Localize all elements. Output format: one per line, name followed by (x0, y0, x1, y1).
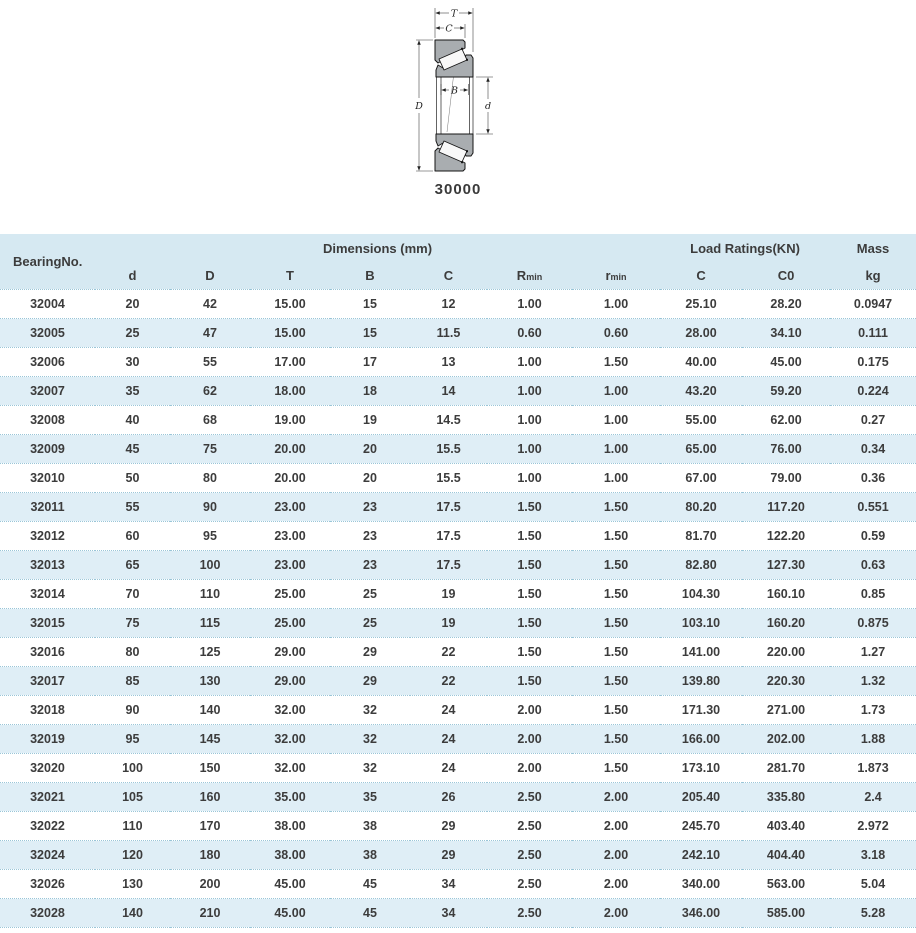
table-cell: 23 (330, 521, 410, 550)
table-row (0, 579, 916, 608)
dim-label-T: T (450, 8, 458, 20)
table-cell: 1.00 (487, 434, 572, 463)
table-cell: 55.00 (660, 405, 742, 434)
table-cell: 105 (95, 782, 170, 811)
table-cell: 45 (330, 869, 410, 898)
table-cell: 15.5 (410, 434, 487, 463)
table-cell: 1.00 (487, 463, 572, 492)
table-cell: 35 (95, 376, 170, 405)
table-cell: 23.00 (250, 521, 330, 550)
table-cell: 1.50 (487, 521, 572, 550)
table-cell: 35.00 (250, 782, 330, 811)
table-cell: 23 (330, 550, 410, 579)
table-cell: 24 (410, 724, 487, 753)
table-cell: 95 (170, 521, 250, 550)
table-cell: 1.00 (487, 347, 572, 376)
table-cell: 2.00 (572, 811, 660, 840)
table-cell: 117.20 (742, 492, 830, 521)
table-cell: 76.00 (742, 434, 830, 463)
table-cell: 24 (410, 695, 487, 724)
table-cell: 1.00 (487, 289, 572, 318)
table-cell: 45.00 (250, 898, 330, 927)
table-cell: 25 (330, 579, 410, 608)
bearing-no-cell: 32016 (0, 637, 95, 666)
table-cell: 2.50 (487, 840, 572, 869)
table-row (0, 405, 916, 434)
table-cell: 1.50 (487, 550, 572, 579)
column-header: C (410, 262, 487, 289)
table-cell: 1.50 (572, 753, 660, 782)
table-cell: 340.00 (660, 869, 742, 898)
table-cell: 403.40 (742, 811, 830, 840)
table-cell: 38.00 (250, 811, 330, 840)
table-cell: 38 (330, 840, 410, 869)
table-row (0, 869, 916, 898)
table-cell: 20 (95, 289, 170, 318)
table-cell: 70 (95, 579, 170, 608)
table-cell: 45.00 (250, 869, 330, 898)
table-cell: 120 (95, 840, 170, 869)
table-row (0, 521, 916, 550)
table-row (0, 840, 916, 869)
table-cell: 75 (170, 434, 250, 463)
table-cell: 2.00 (572, 782, 660, 811)
table-cell: 1.00 (572, 376, 660, 405)
dim-label-d: d (484, 101, 492, 112)
table-cell: 1.00 (572, 289, 660, 318)
table-cell: 65 (95, 550, 170, 579)
bearing-no-cell: 32017 (0, 666, 95, 695)
table-cell: 5.04 (830, 869, 916, 898)
table-cell: 100 (170, 550, 250, 579)
bearing-diagram-drawing (402, 4, 514, 178)
table-cell: 346.00 (660, 898, 742, 927)
table-cell: 32.00 (250, 753, 330, 782)
table-row (0, 492, 916, 521)
table-cell: 12 (410, 289, 487, 318)
table-cell: 29 (330, 666, 410, 695)
table-cell: 205.40 (660, 782, 742, 811)
table-cell: 139.80 (660, 666, 742, 695)
table-cell: 104.30 (660, 579, 742, 608)
table-cell: 2.00 (572, 869, 660, 898)
table-cell: 1.50 (487, 579, 572, 608)
table-cell: 59.20 (742, 376, 830, 405)
table-cell: 585.00 (742, 898, 830, 927)
column-header-subscript: min (526, 271, 543, 282)
table-cell: 1.50 (572, 724, 660, 753)
table-cell: 85 (95, 666, 170, 695)
table-cell: 1.50 (572, 666, 660, 695)
table-cell: 281.70 (742, 753, 830, 782)
table-header (0, 234, 916, 289)
table-cell: 32 (330, 695, 410, 724)
table-cell: 65.00 (660, 434, 742, 463)
table-cell: 15.5 (410, 463, 487, 492)
column-header-subscript: min (610, 271, 627, 282)
table-cell: 1.50 (487, 608, 572, 637)
table-row (0, 724, 916, 753)
table-cell: 34 (410, 898, 487, 927)
bearing-no-cell: 32018 (0, 695, 95, 724)
table-cell: 0.63 (830, 550, 916, 579)
table-cell: 2.00 (487, 753, 572, 782)
table-row (0, 608, 916, 637)
column-header: B (330, 262, 410, 289)
column-header: d (95, 262, 170, 289)
table-cell: 19.00 (250, 405, 330, 434)
bearing-no-cell: 32020 (0, 753, 95, 782)
table-cell: 220.00 (742, 637, 830, 666)
table-row (0, 898, 916, 927)
table-cell: 1.73 (830, 695, 916, 724)
table-cell: 25 (330, 608, 410, 637)
table-cell: 1.88 (830, 724, 916, 753)
table-cell: 62 (170, 376, 250, 405)
group-header-row (0, 234, 916, 262)
bearing-no-cell: 32026 (0, 869, 95, 898)
table-cell: 11.5 (410, 318, 487, 347)
bearing-no-cell: 32008 (0, 405, 95, 434)
bearing-no-cell: 32013 (0, 550, 95, 579)
table-cell: 29.00 (250, 666, 330, 695)
table-cell: 32 (330, 753, 410, 782)
bearing-no-cell: 32011 (0, 492, 95, 521)
table-cell: 160 (170, 782, 250, 811)
table-cell: 32.00 (250, 695, 330, 724)
table-cell: 1.50 (572, 637, 660, 666)
table-row (0, 289, 916, 318)
table-cell: 1.873 (830, 753, 916, 782)
table-cell: 1.32 (830, 666, 916, 695)
table-cell: 130 (95, 869, 170, 898)
table-cell: 1.50 (572, 521, 660, 550)
table-cell: 90 (170, 492, 250, 521)
table-cell: 100 (95, 753, 170, 782)
bearing-no-cell: 32014 (0, 579, 95, 608)
table-cell: 125 (170, 637, 250, 666)
bearing-no-cell: 32012 (0, 521, 95, 550)
table-cell: 404.40 (742, 840, 830, 869)
column-header: kg (830, 262, 916, 289)
group-header-mass: Mass (830, 234, 916, 262)
column-header: D (170, 262, 250, 289)
table-cell: 14 (410, 376, 487, 405)
table-cell: 68 (170, 405, 250, 434)
table-cell: 220.30 (742, 666, 830, 695)
table-cell: 1.50 (487, 637, 572, 666)
table-cell: 1.00 (572, 434, 660, 463)
table-cell: 202.00 (742, 724, 830, 753)
table-cell: 19 (410, 608, 487, 637)
table-cell: 20 (330, 463, 410, 492)
table-cell: 1.50 (572, 695, 660, 724)
table-cell: 13 (410, 347, 487, 376)
table-cell: 0.60 (572, 318, 660, 347)
bearing-no-cell: 32024 (0, 840, 95, 869)
table-cell: 23.00 (250, 550, 330, 579)
table-cell: 80 (170, 463, 250, 492)
table-cell: 95 (95, 724, 170, 753)
table-cell: 2.00 (572, 840, 660, 869)
table-cell: 32 (330, 724, 410, 753)
bearing-upper-section (435, 40, 473, 77)
bearing-no-header: BearingNo. (0, 234, 95, 289)
table-cell: 18 (330, 376, 410, 405)
table-cell: 47 (170, 318, 250, 347)
table-cell: 115 (170, 608, 250, 637)
table-cell: 22 (410, 637, 487, 666)
table-cell: 90 (95, 695, 170, 724)
table-cell: 35 (330, 782, 410, 811)
table-cell: 75 (95, 608, 170, 637)
table-cell: 1.50 (487, 492, 572, 521)
bearing-no-cell: 32005 (0, 318, 95, 347)
table-cell: 171.30 (660, 695, 742, 724)
table-row (0, 782, 916, 811)
table-cell: 140 (95, 898, 170, 927)
table-cell: 245.70 (660, 811, 742, 840)
column-header: C (660, 262, 742, 289)
table-cell: 15.00 (250, 318, 330, 347)
table-cell: 110 (95, 811, 170, 840)
table-cell: 29 (410, 811, 487, 840)
column-header: T (250, 262, 330, 289)
table-cell: 50 (95, 463, 170, 492)
table-cell: 0.875 (830, 608, 916, 637)
table-cell: 0.111 (830, 318, 916, 347)
roller-rib-mark (466, 59, 468, 61)
bearing-no-cell: 32007 (0, 376, 95, 405)
table-cell: 242.10 (660, 840, 742, 869)
table-cell: 2.4 (830, 782, 916, 811)
column-header: C0 (742, 262, 830, 289)
table-cell: 38 (330, 811, 410, 840)
table-cell: 1.50 (572, 608, 660, 637)
table-body (0, 289, 916, 927)
table-cell: 42 (170, 289, 250, 318)
table-cell: 0.0947 (830, 289, 916, 318)
table-row (0, 550, 916, 579)
bearing-no-cell: 32009 (0, 434, 95, 463)
table-cell: 1.00 (487, 405, 572, 434)
table-cell: 160.10 (742, 579, 830, 608)
table-row (0, 376, 916, 405)
table-cell: 0.59 (830, 521, 916, 550)
bearing-no-cell: 32019 (0, 724, 95, 753)
table-cell: 25.00 (250, 608, 330, 637)
column-header: rmin (572, 262, 660, 289)
table-cell: 25.00 (250, 579, 330, 608)
table-cell: 170 (170, 811, 250, 840)
table-cell: 180 (170, 840, 250, 869)
table-cell: 127.30 (742, 550, 830, 579)
table-cell: 17.00 (250, 347, 330, 376)
table-cell: 160.20 (742, 608, 830, 637)
table-cell: 2.50 (487, 782, 572, 811)
table-cell: 45.00 (742, 347, 830, 376)
table-cell: 17.5 (410, 492, 487, 521)
table-cell: 1.27 (830, 637, 916, 666)
table-cell: 55 (170, 347, 250, 376)
table-cell: 145 (170, 724, 250, 753)
column-header-row (0, 262, 916, 289)
bearing-no-cell: 32015 (0, 608, 95, 637)
table-cell: 1.00 (572, 463, 660, 492)
table-cell: 23.00 (250, 492, 330, 521)
roller-rib-mark (461, 48, 463, 50)
table-row (0, 811, 916, 840)
table-cell: 19 (330, 405, 410, 434)
bearing-no-cell: 32028 (0, 898, 95, 927)
table-row (0, 318, 916, 347)
table-row (0, 347, 916, 376)
table-cell: 28.00 (660, 318, 742, 347)
table-cell: 0.551 (830, 492, 916, 521)
bearing-no-cell: 32022 (0, 811, 95, 840)
table-cell: 14.5 (410, 405, 487, 434)
table-cell: 200 (170, 869, 250, 898)
table-cell: 2.00 (487, 695, 572, 724)
table-cell: 173.10 (660, 753, 742, 782)
table-row (0, 637, 916, 666)
bearing-no-cell: 32006 (0, 347, 95, 376)
table-cell: 23 (330, 492, 410, 521)
table-cell: 1.00 (487, 376, 572, 405)
table-row (0, 463, 916, 492)
table-cell: 3.18 (830, 840, 916, 869)
table-cell: 81.70 (660, 521, 742, 550)
table-cell: 29 (410, 840, 487, 869)
table-cell: 0.27 (830, 405, 916, 434)
table-cell: 2.00 (487, 724, 572, 753)
table-cell: 150 (170, 753, 250, 782)
table-cell: 82.80 (660, 550, 742, 579)
table-cell: 25.10 (660, 289, 742, 318)
table-cell: 1.00 (572, 405, 660, 434)
table-cell: 29.00 (250, 637, 330, 666)
table-cell: 0.36 (830, 463, 916, 492)
table-cell: 32.00 (250, 724, 330, 753)
dim-label-D: D (415, 101, 423, 112)
table-cell: 17 (330, 347, 410, 376)
table-row (0, 695, 916, 724)
table-cell: 0.60 (487, 318, 572, 347)
table-cell: 210 (170, 898, 250, 927)
table-cell: 1.50 (572, 550, 660, 579)
table-cell: 0.85 (830, 579, 916, 608)
table-cell: 141.00 (660, 637, 742, 666)
table-cell: 335.80 (742, 782, 830, 811)
table-cell: 30 (95, 347, 170, 376)
dim-label-B: B (451, 85, 458, 97)
table-cell: 15.00 (250, 289, 330, 318)
table-row (0, 434, 916, 463)
table-cell: 20.00 (250, 434, 330, 463)
table-cell: 103.10 (660, 608, 742, 637)
table-cell: 18.00 (250, 376, 330, 405)
dim-label-C: C (445, 23, 453, 35)
table-cell: 25 (95, 318, 170, 347)
table-cell: 5.28 (830, 898, 916, 927)
table-cell: 34.10 (742, 318, 830, 347)
table-cell: 0.224 (830, 376, 916, 405)
table-cell: 140 (170, 695, 250, 724)
bearing-no-cell: 32010 (0, 463, 95, 492)
bearing-diagram (393, 4, 523, 198)
table-cell: 0.175 (830, 347, 916, 376)
table-cell: 19 (410, 579, 487, 608)
group-header-load-ratings: Load Ratings(KN) (660, 234, 830, 262)
table-cell: 1.50 (572, 492, 660, 521)
table-cell: 2.50 (487, 898, 572, 927)
table-cell: 166.00 (660, 724, 742, 753)
table-cell: 0.34 (830, 434, 916, 463)
table-cell: 62.00 (742, 405, 830, 434)
table-cell: 34 (410, 869, 487, 898)
table-cell: 24 (410, 753, 487, 782)
table-cell: 20.00 (250, 463, 330, 492)
table-cell: 80 (95, 637, 170, 666)
bearing-lower-section (435, 134, 473, 171)
table-cell: 80.20 (660, 492, 742, 521)
column-header: Rmin (487, 262, 572, 289)
table-cell: 15 (330, 289, 410, 318)
table-cell: 45 (330, 898, 410, 927)
table-cell: 45 (95, 434, 170, 463)
table-cell: 79.00 (742, 463, 830, 492)
table-cell: 1.50 (572, 579, 660, 608)
table-cell: 130 (170, 666, 250, 695)
table-cell: 26 (410, 782, 487, 811)
table-row (0, 753, 916, 782)
diagram-caption: 30000 (434, 181, 482, 198)
table-cell: 40.00 (660, 347, 742, 376)
table-cell: 28.20 (742, 289, 830, 318)
table-cell: 17.5 (410, 521, 487, 550)
bearing-no-cell: 32004 (0, 289, 95, 318)
bearing-no-cell: 32021 (0, 782, 95, 811)
table-cell: 20 (330, 434, 410, 463)
table-cell: 22 (410, 666, 487, 695)
table-cell: 67.00 (660, 463, 742, 492)
table-cell: 38.00 (250, 840, 330, 869)
table-cell: 122.20 (742, 521, 830, 550)
table-cell: 110 (170, 579, 250, 608)
table-cell: 2.00 (572, 898, 660, 927)
table-cell: 55 (95, 492, 170, 521)
table-row (0, 666, 916, 695)
table-cell: 60 (95, 521, 170, 550)
table-cell: 1.50 (487, 666, 572, 695)
table-cell: 17.5 (410, 550, 487, 579)
table-cell: 271.00 (742, 695, 830, 724)
table-cell: 2.50 (487, 811, 572, 840)
table-cell: 29 (330, 637, 410, 666)
bearing-spec-table (0, 234, 916, 928)
group-header-dimensions: Dimensions (mm) (95, 234, 660, 262)
table-cell: 563.00 (742, 869, 830, 898)
table-cell: 2.972 (830, 811, 916, 840)
table-cell: 43.20 (660, 376, 742, 405)
table-cell: 15 (330, 318, 410, 347)
table-cell: 1.50 (572, 347, 660, 376)
table-cell: 2.50 (487, 869, 572, 898)
table-cell: 40 (95, 405, 170, 434)
